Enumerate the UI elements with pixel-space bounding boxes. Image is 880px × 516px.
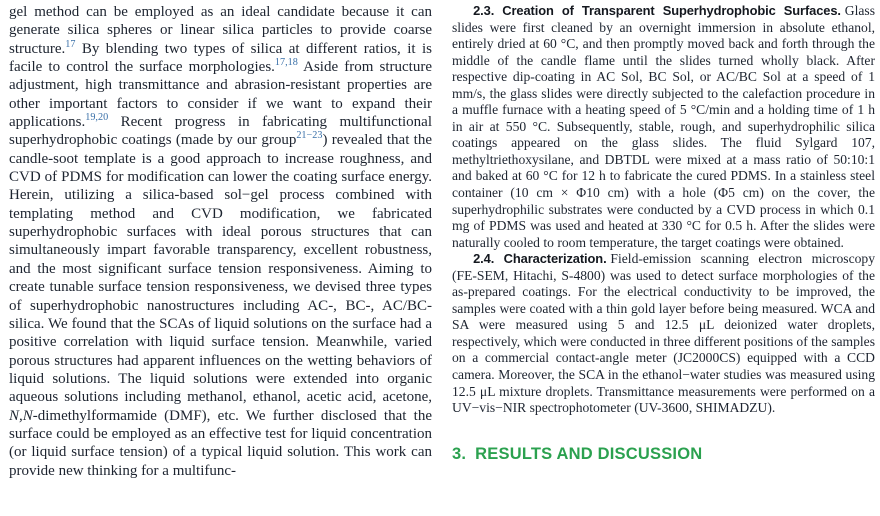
- left-column: [9, 3, 432, 516]
- citation-reference-link[interactable]: 17: [65, 38, 76, 50]
- section-2-3: [452, 3, 875, 251]
- section-2-3-body: Glass slides were first cleaned by an overnight immersion in absolute ethanol, entirely dried at 60 °C, and then promptly moved back and forth through the middle of the candle flame until the slides turned wholly black. After respective dip-coating in AC Sol, BC Sol, or AC/BC Sol at a speed of 1 mm/s, the glass slides were directly subjected to the calefaction procedure in a muffle furnace with a heating speed of 5 °C/min and a holding time of 1 h in air at 550 °C. Subsequently, stable, rough, and superhydrophilic silica coatings appeared on the glass slides. The fluid Sylgard 107, methyltriethoxysilane, and DBTDL were mixed at a mass ratio of 50:10:1 and baked at 60 °C for 12 h to fabricate the cured PDMS. In a stainless steel container (10 cm × Φ10 cm) with a hole (Φ5 cm) on the cover, the superhydrophilic substrates were conducted by a CVD process in which 0.1 mg of PDMS was used and heated at 330 °C for 0.5 h. After the slides were naturally cooled to room temperature, the target coatings were obtained.: [452, 3, 875, 250]
- text-run: -dimethylformamide (DMF), etc. We further disclosed that the surface could be employed as an effective test for liquid concentration (or liquid surface tension) of a typical liquid solution. This work can provide new thinking for a multifunc-: [9, 407, 432, 479]
- text-run: gel method can be employed as an ideal candidate because it can generate silica spheres or linear silica particles to provide coarse structure.: [9, 4, 432, 57]
- section-2-4-heading: 2.4. Characterization.: [473, 251, 607, 267]
- left-column-paragraph: [9, 3, 432, 480]
- right-column: [452, 3, 875, 516]
- citation-reference-link[interactable]: 21−23: [296, 130, 323, 142]
- citation-reference-link[interactable]: 19,20: [85, 112, 109, 124]
- italic-text: N,N: [9, 407, 33, 424]
- text-run: By blending two types of silica at different ratios, it is facile to control the surface morphologies.: [9, 40, 432, 76]
- text-run: Recent progress in fabricating multifunctional superhydrophobic coatings (made by our group: [9, 114, 432, 149]
- text-run: ) revealed that the candle-soot template is a good approach to increase roughness, and CVD of PDMS for modification can lower the coating surface energy. Herein, utilizing a silica-based sol−gel process combined with templating method and CVD modification, we fabricated superhydrophobic surfaces with ideal porous structures that can simultaneously impart favorable transparency, excellent robustness, and the most significant surface tension responsiveness. Aiming to create tunable surface tension responsiveness, we devised three types of superhydrophobic nanostructures including AC-, BC-, AC/BC-silica. We found that the SCAs of liquid solutions on the surface had a positive correlation with liquid surface tension. Meanwhile, varied porous structures had apparent influences on the wetting behaviors of liquid solutions. The liquid solutions were extended into organic aqueous solutions including methanol, ethanol, acetic acid, acetone,: [9, 132, 432, 406]
- citation-reference-link[interactable]: 17,18: [274, 57, 298, 69]
- text-run: Aside from structure adjustment, high transmittance and abrasion-resistant properties are other important factors to consider if we want to expand their applications.: [9, 59, 432, 131]
- results-heading-title: RESULTS AND DISCUSSION: [475, 444, 703, 463]
- section-2-4-body: Field-emission scanning electron microscopy (FE-SEM, Hitachi, S-4800) was used to detect surface morphologies of the as-prepared coatings. For the electrical conductivity to be improved, the samples were coated with a thin gold layer before being measured. WCA and SA were measured using 5 and 12.5 μL deionized water droplets, respectively, which were conducted in three different positions of the samples on a commercial contact-angle meter (JC2000CS) equipped with a CCD camera. Moreover, the SCA in the ethanol−water studies was measured using 12.5 μL mixture droplets. Transmittance measurements were performed on a UV−vis−NIR spectrophotometer (UV-3600, SHIMADZU).: [452, 251, 875, 416]
- section-2-3-heading: 2.3. Creation of Transparent Superhydrophobic Surfaces.: [473, 3, 841, 18]
- section-2-4: [452, 251, 875, 416]
- results-discussion-heading: [452, 446, 875, 463]
- results-heading-number: 3.: [452, 444, 467, 463]
